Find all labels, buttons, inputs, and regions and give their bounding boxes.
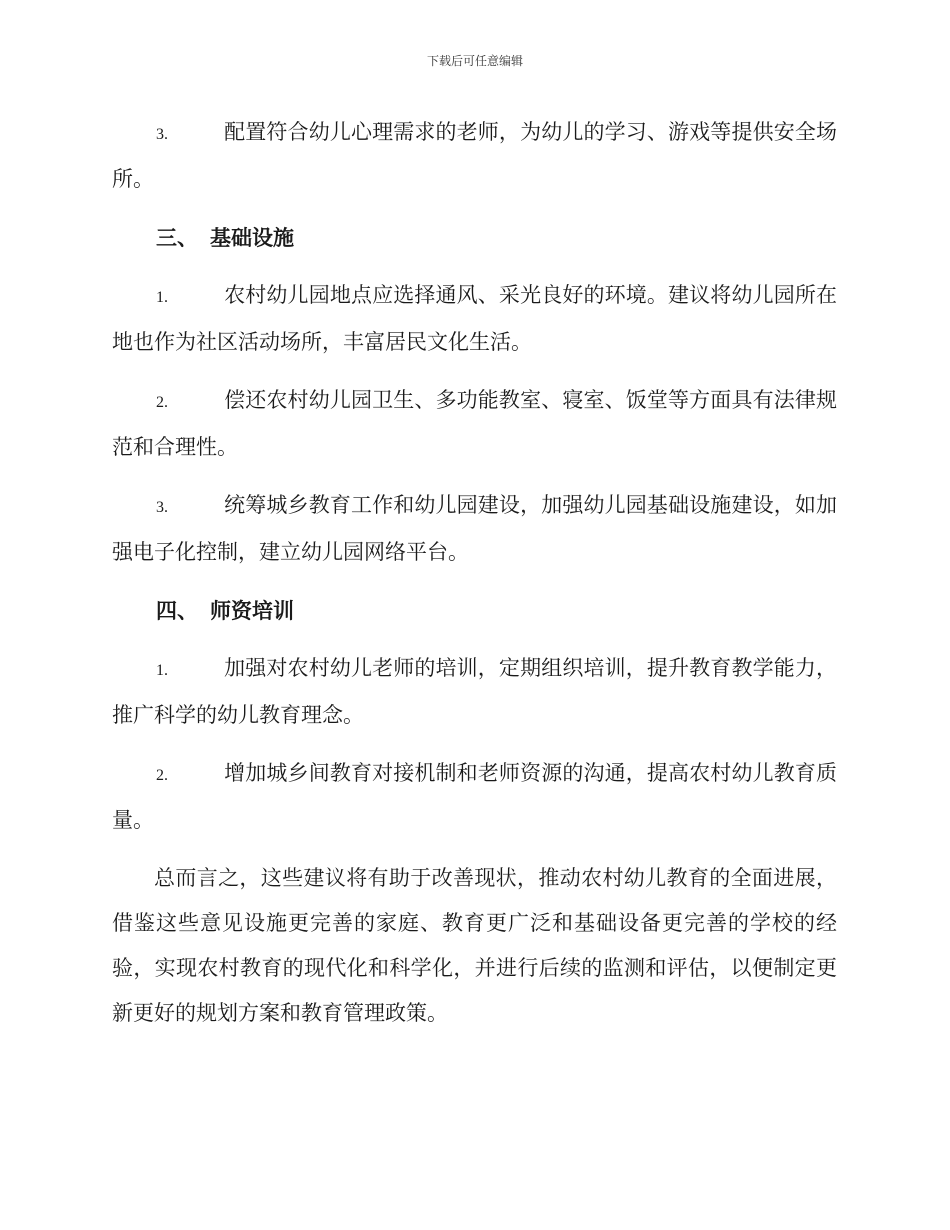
- list-number: 1.: [156, 662, 168, 679]
- list-item-1-training: [112, 646, 837, 738]
- section-title: 基础设施: [210, 225, 294, 250]
- list-item-text: 配置符合幼儿心理需求的老师，为幼儿的学习、游戏等提供安全场所。: [112, 120, 837, 191]
- list-item-2-exchange: [112, 751, 837, 843]
- closing-paragraph: 总而言之，这些建议将有助于改善现状，推动农村幼儿教育的全面进展，借鉴这些意见设施更完善的家庭、教育更广泛和基础设备更完善的学校的经验，实现农村教育的现代化和科学化，并进行后续的监测和评估，以便制定更新更好的规划方案和教育管理政策。: [112, 866, 837, 1025]
- page-header: 下载后可任意编辑: [426, 54, 523, 68]
- section-title: 师资培训: [210, 598, 294, 623]
- section-number: 三、: [156, 225, 198, 250]
- list-item-3-safety: [112, 110, 837, 202]
- list-item-text: 增加城乡间教育对接机制和老师资源的沟通，提高农村幼儿教育质量。: [112, 761, 837, 832]
- section-number: 四、: [156, 598, 198, 623]
- list-number: 3.: [156, 499, 168, 516]
- list-number: 2.: [156, 394, 168, 411]
- list-item-text: 加强对农村幼儿老师的培训，定期组织培训，提升教育教学能力，推广科学的幼儿教育理念。: [112, 656, 837, 727]
- list-number: 2.: [156, 767, 168, 784]
- list-number: 1.: [156, 289, 168, 306]
- section-heading-infrastructure: [112, 215, 837, 260]
- list-item-text: 统筹城乡教育工作和幼儿园建设，加强幼儿园基础设施建设，如加强电子化控制，建立幼儿园网络平台。: [112, 493, 837, 564]
- document-body: [112, 110, 837, 1036]
- section-heading-teacher-training: [112, 588, 837, 633]
- list-item-1-location: [112, 273, 837, 365]
- list-item-text: 农村幼儿园地点应选择通风、采光良好的环境。建议将幼儿园所在地也作为社区活动场所，丰富居民文化生活。: [112, 283, 837, 354]
- list-item-2-facilities: [112, 378, 837, 470]
- list-item-text: 偿还农村幼儿园卫生、多功能教室、寝室、饭堂等方面具有法律规范和合理性。: [112, 388, 837, 459]
- list-item-3-construction: [112, 483, 837, 575]
- list-number: 3.: [156, 126, 168, 143]
